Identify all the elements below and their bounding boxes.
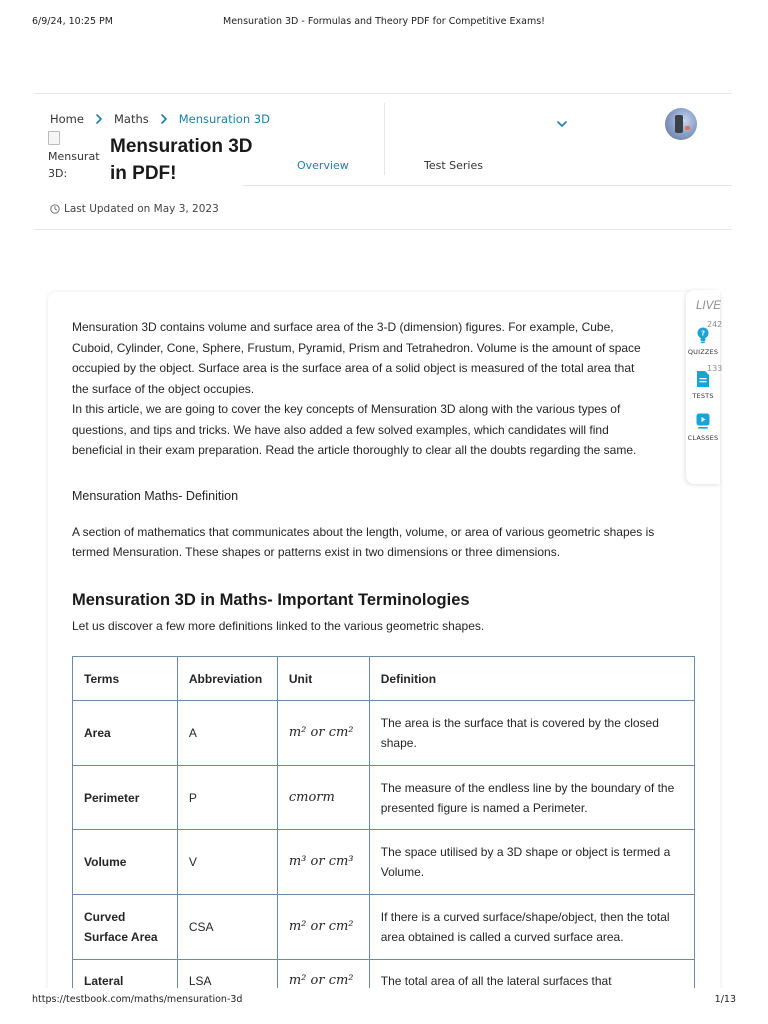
term-cell: Curved Surface Area bbox=[73, 895, 178, 960]
abbreviation-cell: LSA bbox=[177, 960, 277, 1000]
breadcrumb-home[interactable]: Home bbox=[50, 112, 84, 126]
intro-line: In this article, we are going to cover the key concepts of Mensuration 3D along with the various types of bbox=[72, 402, 621, 416]
intro-line: beneficial in their exam preparation. Read the article thoroughly to clear all the doubts regarding the same. bbox=[72, 443, 637, 457]
quizzes-label: QUIZZES bbox=[687, 348, 719, 356]
table-header-row bbox=[73, 657, 695, 701]
table-row bbox=[73, 701, 695, 766]
breadcrumb-maths[interactable]: Maths bbox=[113, 112, 149, 126]
section-tab-bar bbox=[242, 97, 732, 186]
chevron-down-icon[interactable] bbox=[555, 117, 569, 131]
table-header-cell: Abbreviation bbox=[177, 657, 277, 701]
terminology-heading: Mensuration 3D in Maths- Important Terminologies bbox=[72, 590, 470, 609]
classes-label: CLASSES bbox=[687, 434, 719, 442]
table-row bbox=[73, 895, 695, 960]
live-label: LIVE bbox=[696, 300, 721, 312]
page-title-line: in PDF! bbox=[110, 163, 177, 184]
print-datetime: 6/9/24, 10:25 PM bbox=[32, 16, 113, 27]
unit-cell: m² or cm² bbox=[277, 960, 369, 1000]
avatar-figure bbox=[675, 115, 683, 133]
intro-line: the surface of the object occupies. bbox=[72, 381, 255, 396]
definition-paragraph: A section of mathematics that communicates about the length, volume, or area of various geometric shapes is termed Mensuration. These shapes or patterns exist in two dimensions or three dimensions. bbox=[72, 524, 655, 559]
header-bottom-divider bbox=[34, 229, 732, 230]
print-page-number: 1/13 bbox=[714, 994, 736, 1005]
svg-text:?: ? bbox=[700, 329, 706, 338]
quizzes-count: 242 bbox=[707, 320, 723, 329]
term-cell: Perimeter bbox=[73, 766, 178, 830]
breadcrumb bbox=[50, 111, 270, 127]
chevron-right-icon bbox=[157, 112, 171, 126]
table-header-cell: Unit bbox=[277, 657, 369, 701]
terminology-table bbox=[72, 656, 695, 1000]
abbreviation-cell: V bbox=[177, 830, 277, 895]
term-cell: Area bbox=[73, 701, 178, 766]
unit-cell: m³ or cm³ bbox=[277, 830, 369, 895]
unit-cell: cmorm bbox=[277, 766, 369, 830]
header-top-divider bbox=[34, 93, 732, 94]
page-title-line: Mensuration 3D bbox=[110, 136, 253, 157]
classes-button[interactable] bbox=[686, 412, 720, 442]
print-footer bbox=[0, 994, 768, 1010]
definition-cell: The space utilised by a 3D shape or object is termed a Volume. bbox=[369, 830, 694, 895]
unit-cell: m² or cm² bbox=[277, 895, 369, 960]
intro-line: questions, and tips and tricks. We have also added a few solved examples, which candidates will find bbox=[72, 422, 609, 437]
clock-icon bbox=[50, 204, 60, 214]
tests-count: 133 bbox=[707, 364, 723, 373]
chevron-right-icon bbox=[92, 112, 106, 126]
unit-cell: m² or cm² bbox=[277, 701, 369, 766]
abbreviation-cell: P bbox=[177, 766, 277, 830]
definition-cell: The area is the surface that is covered by the closed shape. bbox=[369, 701, 694, 766]
article-body bbox=[72, 317, 688, 633]
last-updated-text: Last Updated on May 3, 2023 bbox=[64, 203, 219, 215]
table-row bbox=[73, 766, 695, 830]
table-header-cell: Terms bbox=[73, 657, 178, 701]
intro-paragraph bbox=[72, 317, 688, 461]
tab-bar-divider bbox=[242, 185, 732, 186]
class-video-icon bbox=[695, 412, 711, 430]
hero-image-alt-line: Mensurat bbox=[48, 150, 100, 163]
abbreviation-cell: CSA bbox=[177, 895, 277, 960]
table-row bbox=[73, 830, 695, 895]
print-url: https://testbook.com/maths/mensuration-3d bbox=[32, 994, 243, 1005]
tab-divider bbox=[384, 103, 385, 175]
hero-image-broken bbox=[48, 131, 104, 187]
definition-heading: Mensuration Maths- Definition bbox=[72, 488, 239, 503]
definition-cell: The measure of the endless line by the boundary of the presented figure is named a Perimeter. bbox=[369, 766, 694, 830]
avatar[interactable] bbox=[665, 108, 697, 140]
tab-overview[interactable]: Overview bbox=[297, 159, 349, 172]
live-side-widget bbox=[686, 290, 723, 484]
hero-image-alt-line: 3D: bbox=[48, 167, 68, 180]
avatar-highlight bbox=[685, 126, 690, 130]
breadcrumb-current[interactable]: Mensuration 3D bbox=[178, 112, 270, 126]
definition-cell: If there is a curved surface/shape/object, then the total area obtained is called a curved surface area. bbox=[369, 895, 694, 960]
quizzes-button[interactable] bbox=[686, 320, 723, 356]
term-cell: Volume bbox=[73, 830, 178, 895]
table-header-cell: Definition bbox=[369, 657, 694, 701]
last-updated bbox=[50, 203, 219, 215]
intro-line: occupied by the object. Surface area is the surface area of a solid object is measured of the total area that bbox=[72, 361, 635, 375]
page-title bbox=[110, 133, 253, 189]
tab-test-series[interactable]: Test Series bbox=[424, 159, 483, 172]
abbreviation-cell: A bbox=[177, 701, 277, 766]
tests-label: TESTS bbox=[692, 392, 714, 400]
print-doc-title: Mensuration 3D - Formulas and Theory PDF for Competitive Exams! bbox=[223, 16, 545, 27]
print-header bbox=[0, 16, 768, 32]
intro-line: Mensuration 3D contains volume and surface area of the 3-D (dimension) figures. For example, Cube, bbox=[72, 320, 614, 334]
terminology-lead: Let us discover a few more definitions linked to the various geometric shapes. bbox=[72, 618, 485, 633]
term-cell: Lateral bbox=[73, 960, 178, 1000]
intro-line: Cuboid, Cylinder, Cone, Sphere, Frustum, Pyramid, Prism and Tetrahedron. Volume is the amount of space bbox=[72, 340, 641, 355]
definition-cell: The total area of all the lateral surfaces that bbox=[369, 960, 694, 1000]
tests-button[interactable] bbox=[686, 364, 723, 400]
broken-image-icon bbox=[48, 131, 60, 145]
